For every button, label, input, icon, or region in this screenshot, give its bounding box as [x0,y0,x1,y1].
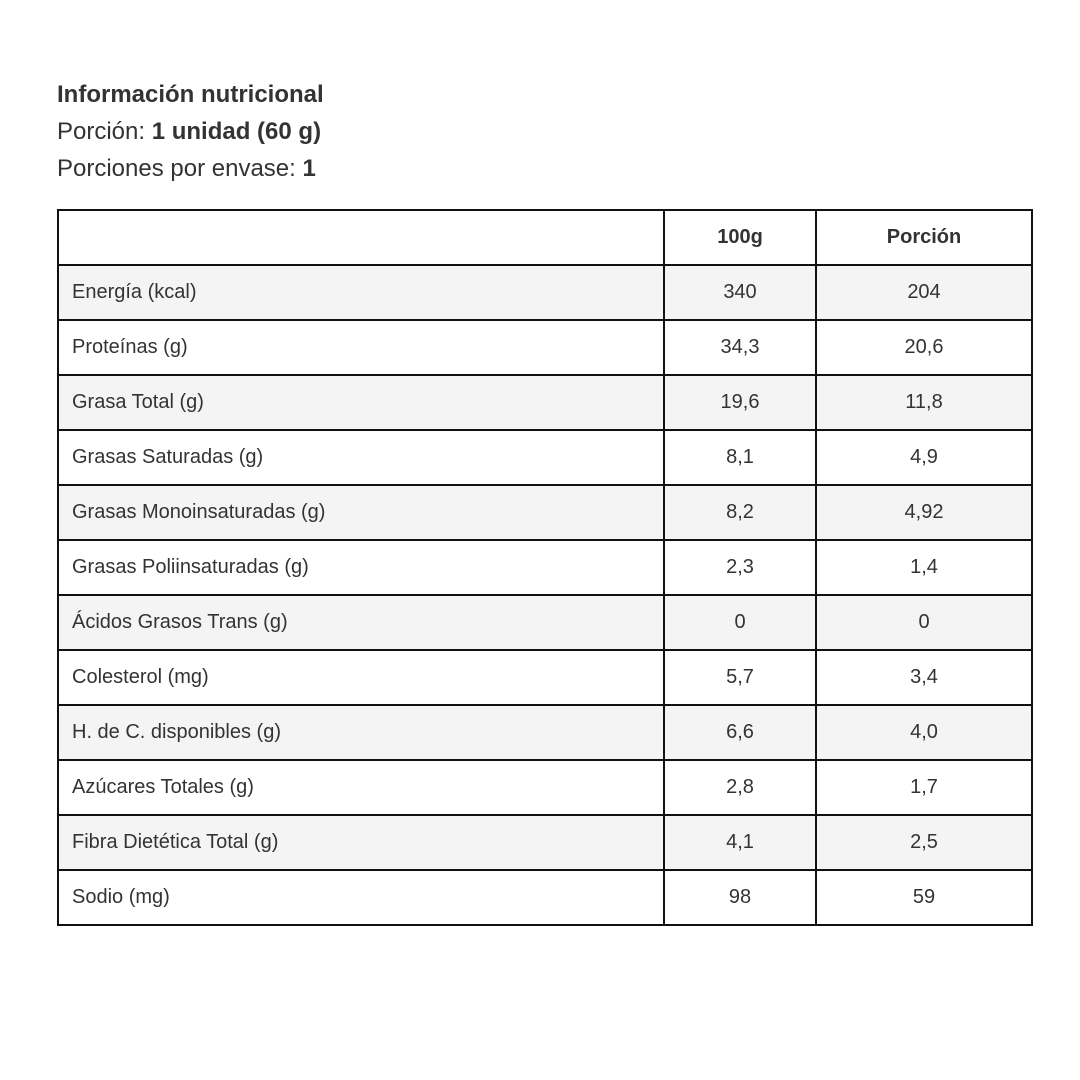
nutrient-name: H. de C. disponibles (g) [58,705,664,760]
value-portion: 59 [816,870,1032,925]
table-row [58,870,1032,925]
table-row [58,485,1032,540]
value-100g: 8,1 [664,430,816,485]
value-portion: 4,0 [816,705,1032,760]
nutrient-name: Energía (kcal) [58,265,664,320]
nutrition-table [57,209,1033,926]
table-row [58,815,1032,870]
value-100g: 5,7 [664,650,816,705]
column-header-100g: 100g [664,210,816,265]
nutrient-name: Grasas Poliinsaturadas (g) [58,540,664,595]
nutrient-name: Grasas Monoinsaturadas (g) [58,485,664,540]
value-100g: 2,8 [664,760,816,815]
value-100g: 340 [664,265,816,320]
value-100g: 2,3 [664,540,816,595]
nutrient-name: Sodio (mg) [58,870,664,925]
table-row [58,540,1032,595]
table-row [58,430,1032,485]
value-portion: 3,4 [816,650,1032,705]
value-portion: 4,92 [816,485,1032,540]
value-100g: 19,6 [664,375,816,430]
value-100g: 6,6 [664,705,816,760]
portion-label: Porción: [57,118,146,145]
value-100g: 4,1 [664,815,816,870]
value-portion: 11,8 [816,375,1032,430]
value-portion: 1,7 [816,760,1032,815]
servings-label: Porciones por envase: [57,155,296,182]
table-row [58,760,1032,815]
value-portion: 1,4 [816,540,1032,595]
servings-value: 1 [302,155,316,182]
nutrient-name: Fibra Dietética Total (g) [58,815,664,870]
table-row [58,705,1032,760]
table-row [58,650,1032,705]
column-header-portion: Porción [816,210,1032,265]
servings-line [57,150,324,187]
portion-line [57,113,324,150]
nutrient-name: Colesterol (mg) [58,650,664,705]
nutrient-name: Grasa Total (g) [58,375,664,430]
value-portion: 0 [816,595,1032,650]
portion-value: 1 unidad (60 g) [151,118,322,145]
table-row [58,595,1032,650]
nutrient-name: Ácidos Grasos Trans (g) [58,595,664,650]
table-row [58,375,1032,430]
value-portion: 20,6 [816,320,1032,375]
value-100g: 34,3 [664,320,816,375]
value-100g: 98 [664,870,816,925]
value-100g: 0 [664,595,816,650]
nutrition-table-container [57,209,1031,926]
nutrient-name: Grasas Saturadas (g) [58,430,664,485]
table-row [58,320,1032,375]
value-portion: 4,9 [816,430,1032,485]
value-100g: 8,2 [664,485,816,540]
table-row [58,265,1032,320]
nutrient-name: Proteínas (g) [58,320,664,375]
nutrient-name: Azúcares Totales (g) [58,760,664,815]
value-portion: 2,5 [816,815,1032,870]
column-header-nutrient [58,210,664,265]
nutrition-header [57,76,324,187]
table-header-row [58,210,1032,265]
value-portion: 204 [816,265,1032,320]
page-title: Información nutricional [57,81,324,108]
